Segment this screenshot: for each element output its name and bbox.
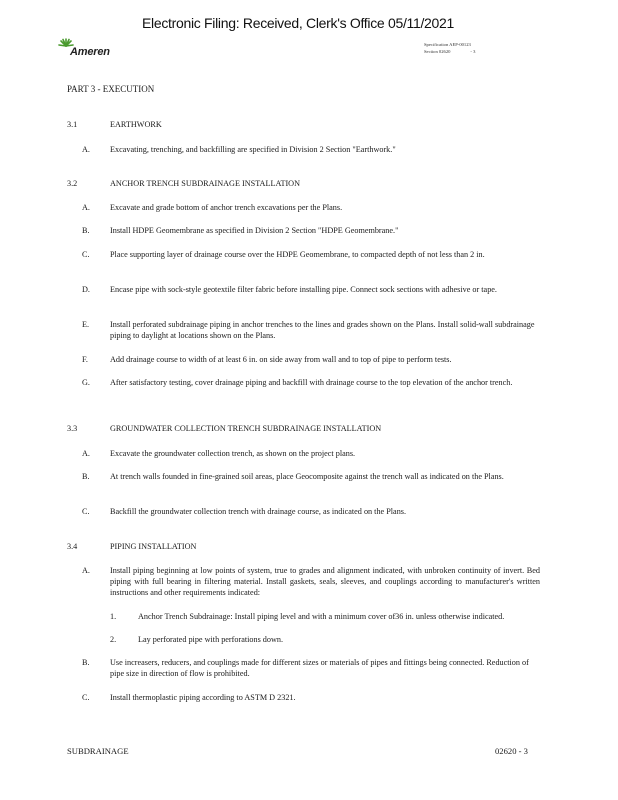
item-text: Add drainage course to width of at least 6 in. on side away from wall and to top of pipe to perform tests.: [110, 355, 452, 364]
item-text: Install piping beginning at low points of system, true to grades and alignment indicated, with unbroken continuity of invert. Bed piping with full bearing in filtering material. Install gaskets, seals, sleeves, and couplings according to manufacturer's written instructions and other requirements indicated:: [110, 566, 540, 598]
spec-section-line: [424, 48, 475, 55]
item-letter: C.: [82, 507, 90, 516]
item-letter: C.: [82, 693, 90, 702]
footer-section-name: SUBDRAINAGE: [67, 746, 129, 756]
spec-reference: [424, 41, 475, 55]
item-text: Backfill the groundwater collection trench with drainage course, as indicated on the Plans.: [110, 507, 407, 516]
section-number: 3.4: [67, 542, 78, 551]
item-text: Excavate and grade bottom of anchor trench excavations per the Plans.: [110, 203, 343, 212]
item-letter: A.: [82, 145, 90, 154]
sub-item-text: Lay perforated pipe with perforations down.: [138, 635, 284, 644]
item-text: Use increasers, reducers, and couplings made for different sizes or materials of pipes and fittings being connected. Reduction of pipe size in direction of flow is prohibited.: [110, 658, 529, 679]
item-text: Install perforated subdrainage piping in anchor trenches to the lines and grades shown on the Plans. Install solid-wall subdrainage piping to daylight at locations shown on the Plans.: [110, 320, 535, 341]
item-letter: E.: [82, 320, 90, 329]
item-text: Install HDPE Geomembrane as specified in Division 2 Section "HDPE Geomembrane.": [110, 226, 399, 235]
item-letter: F.: [82, 355, 88, 364]
logo-wordmark: Ameren: [70, 46, 110, 58]
item-letter: B.: [82, 658, 90, 667]
item-letter: A.: [82, 203, 90, 212]
item-text: Place supporting layer of drainage course over the HDPE Geomembrane, to compacted depth of not less than 2 in.: [110, 250, 485, 259]
item-text: After satisfactory testing, cover drainage piping and backfill with drainage course to the top elevation of the anchor trench.: [110, 378, 513, 387]
section-number: 3.3: [67, 424, 78, 433]
item-letter: A.: [82, 566, 90, 575]
spec-section: Section 02620: [424, 49, 451, 54]
sub-item-number: 1.: [110, 612, 117, 621]
item-text: At trench walls founded in fine-grained soil areas, place Geocomposite against the trench wall as indicated on the Plans.: [110, 472, 504, 481]
section-title: GROUNDWATER COLLECTION TRENCH SUBDRAINAGE INSTALLATION: [110, 424, 382, 433]
section-number: 3.2: [67, 179, 78, 188]
ameren-logo: [58, 38, 118, 62]
section-title: PIPING INSTALLATION: [110, 542, 197, 551]
section-number: 3.1: [67, 120, 78, 129]
section-title: ANCHOR TRENCH SUBDRAINAGE INSTALLATION: [110, 179, 301, 188]
footer-page-number: 02620 - 3: [495, 746, 528, 756]
item-letter: D.: [82, 285, 90, 294]
spec-page: - 3: [470, 49, 476, 54]
part-heading: PART 3 - EXECUTION: [67, 84, 155, 94]
item-letter: C.: [82, 250, 90, 259]
item-letter: G.: [82, 378, 90, 387]
item-letter: B.: [82, 472, 90, 481]
item-text: Install thermoplastic piping according to ASTM D 2321.: [110, 693, 296, 702]
section-title: EARTHWORK: [110, 120, 162, 129]
item-text: Encase pipe with sock-style geotextile filter fabric before installing pipe. Connect sock sections with adhesive or tape.: [110, 285, 497, 294]
filing-stamp: Electronic Filing: Received, Clerk's Office 05/11/2021: [142, 15, 455, 31]
sub-item-text: Anchor Trench Subdrainage: Install piping level and with a minimum cover of36 in. unless otherwise indicated.: [138, 612, 505, 621]
item-text: Excavating, trenching, and backfilling are specified in Division 2 Section "Earthwork.": [110, 145, 396, 154]
item-letter: B.: [82, 226, 90, 235]
item-text: Excavate the groundwater collection trench, as shown on the project plans.: [110, 449, 356, 458]
sub-item-number: 2.: [110, 635, 117, 644]
spec-number: Specification AEP-00123: [424, 42, 471, 47]
item-letter: A.: [82, 449, 90, 458]
